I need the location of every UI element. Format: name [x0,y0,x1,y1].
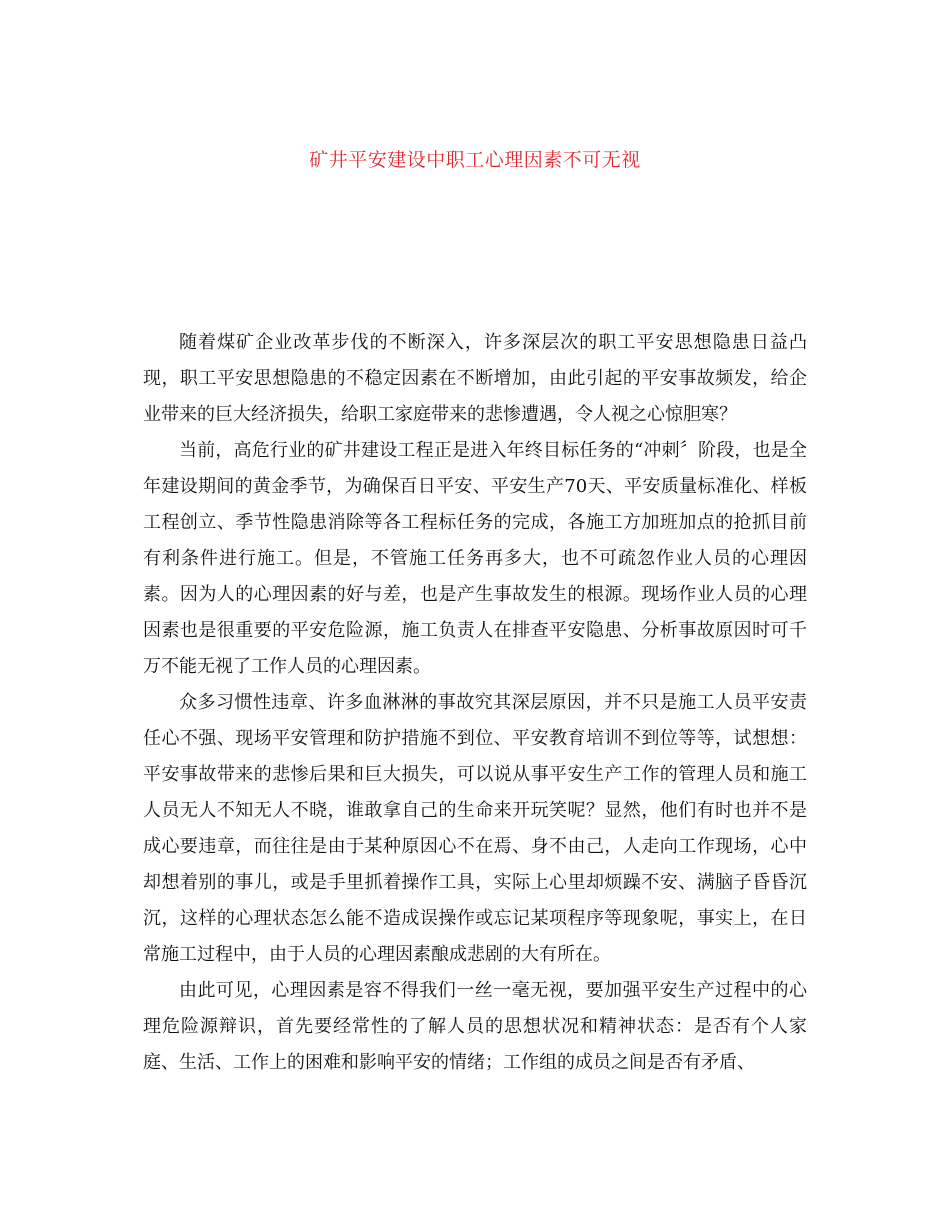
paragraph-3: 众多习惯性违章、许多血淋淋的事故究其深层原因，并不只是施工人员平安责任心不强、现场平安管理和防护措施不到位、平安教育培训不到位等等，试想想：平安事故带来的悲惨后果和巨大损失，可以说从事平安生产工作的管理人员和施工人员无人不知无人不晓，谁敢拿自己的生命来开玩笑呢？显然，他们有时也并不是成心要违章，而往往是由于某种原因心不在焉、身不由己，人走向工作现场，心中却想着别的事儿，或是手里抓着操作工具，实际上心里却烦躁不安、满脑子昏昏沉沉，这样的心理状态怎么能不造成误操作或忘记某项程序等现象呢，事实上，在日常施工过程中，由于人员的心理因素酿成悲剧的大有所在。 [143,692,807,965]
document-body [143,325,807,1081]
paragraph-4: 由此可见，心理因素是容不得我们一丝一毫无视，要加强平安生产过程中的心理危险源辩识，首先要经常性的了解人员的思想状况和精神状态：是否有个人家庭、生活、工作上的困难和影响平安的情绪；工作组的成员之间是否有矛盾、 [143,980,807,1073]
paragraph-2: 当前，高危行业的矿井建设工程正是进入年终目标任务的“冲刺〞阶段，也是全年建设期间的黄金季节，为确保百日平安、平安生产70天、平安质量标准化、样板工程创立、季节性隐患消除等各工程标任务的完成，各施工方加班加点的抢抓目前有利条件进行施工。但是，不管施工任务再多大，也不可疏忽作业人员的心理因素。因为人的心理因素的好与差，也是产生事故发生的根源。现场作业人员的心理因素也是很重要的平安危险源，施工负责人在排查平安隐患、分析事故原因时可千万不能无视了工作人员的心理因素。 [143,440,807,677]
paragraph-1: 随着煤矿企业改革步伐的不断深入，许多深层次的职工平安思想隐患日益凸现，职工平安思想隐患的不稳定因素在不断增加，由此引起的平安事故频发，给企业带来的巨大经济损失，给职工家庭带来的悲惨遭遇，令人视之心惊胆寒？ [143,332,807,425]
document-title: 矿井平安建设中职工心理因素不可无视 [309,149,641,171]
